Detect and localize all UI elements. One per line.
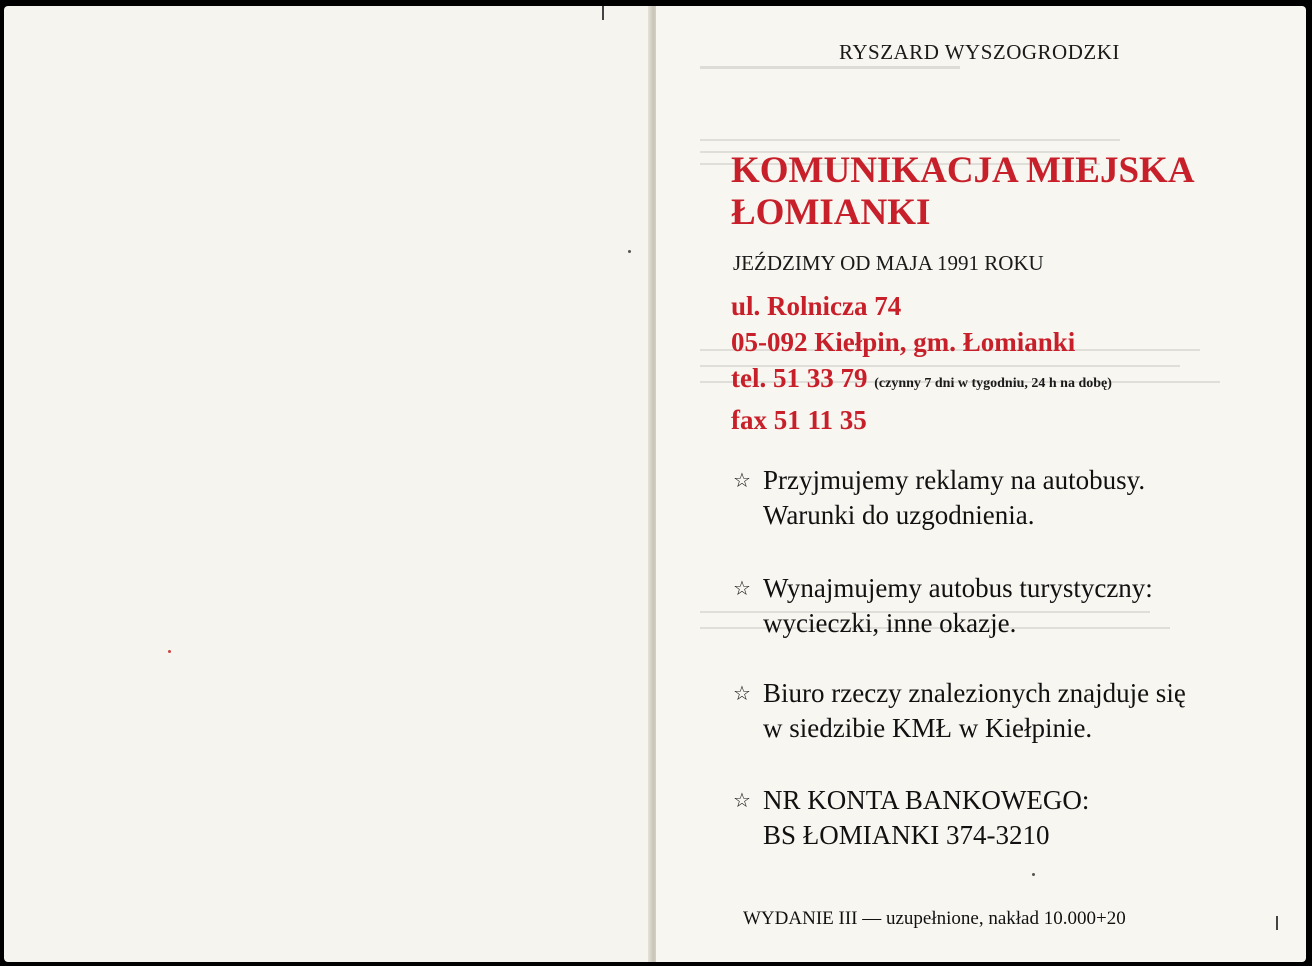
left-page — [4, 6, 652, 962]
phone-number: tel. 51 33 79 — [731, 363, 868, 393]
star-icon: ☆ — [733, 576, 751, 600]
list-item-line-1: NR KONTA BANKOWEGO: — [763, 785, 1090, 815]
list-item-line-2: BS ŁOMIANKI 374-3210 — [763, 820, 1050, 850]
page-mark — [1276, 916, 1278, 930]
title-line-2: ŁOMIANKI — [731, 192, 931, 233]
star-icon: ☆ — [733, 468, 751, 492]
contact-block — [731, 288, 1112, 438]
star-icon: ☆ — [733, 788, 751, 812]
phone-hours: (czynny 7 dni w tygodniu, 24 h na dobę) — [874, 376, 1112, 391]
phone-line — [731, 360, 1112, 402]
list-item-line-2: Warunki do uzgodnienia. — [763, 500, 1035, 530]
list-item — [733, 571, 1153, 641]
address-city: 05-092 Kiełpin, gm. Łomianki — [731, 327, 1076, 357]
paper-speck — [628, 250, 631, 253]
fax-number: fax 51 11 35 — [731, 405, 867, 435]
list-item — [733, 676, 1186, 746]
page-mark — [602, 6, 604, 20]
edition-footer: WYDANIE III — uzupełnione, nakład 10.000+20 — [743, 908, 1126, 929]
list-item-line-2: w siedzibie KMŁ w Kiełpinie. — [763, 713, 1093, 743]
document-title — [731, 150, 1195, 234]
paper-speck — [168, 650, 171, 653]
subtitle: JEŹDZIMY OD MAJA 1991 ROKU — [733, 251, 1044, 275]
star-icon: ☆ — [733, 681, 751, 705]
title-line-1: KOMUNIKACJA MIEJSKA — [731, 150, 1195, 191]
author-name: RYSZARD WYSZOGRODZKI — [839, 40, 1120, 64]
list-item-line-1: Biuro rzeczy znalezionych znajduje się — [763, 678, 1186, 708]
list-item-line-1: Wynajmujemy autobus turystyczny: — [763, 573, 1153, 603]
list-item-line-2: wycieczki, inne okazje. — [763, 608, 1017, 638]
list-item-line-1: Przyjmujemy reklamy na autobusy. — [763, 465, 1146, 495]
list-item — [733, 783, 1089, 853]
list-item — [733, 463, 1145, 533]
address-street: ul. Rolnicza 74 — [731, 291, 902, 321]
